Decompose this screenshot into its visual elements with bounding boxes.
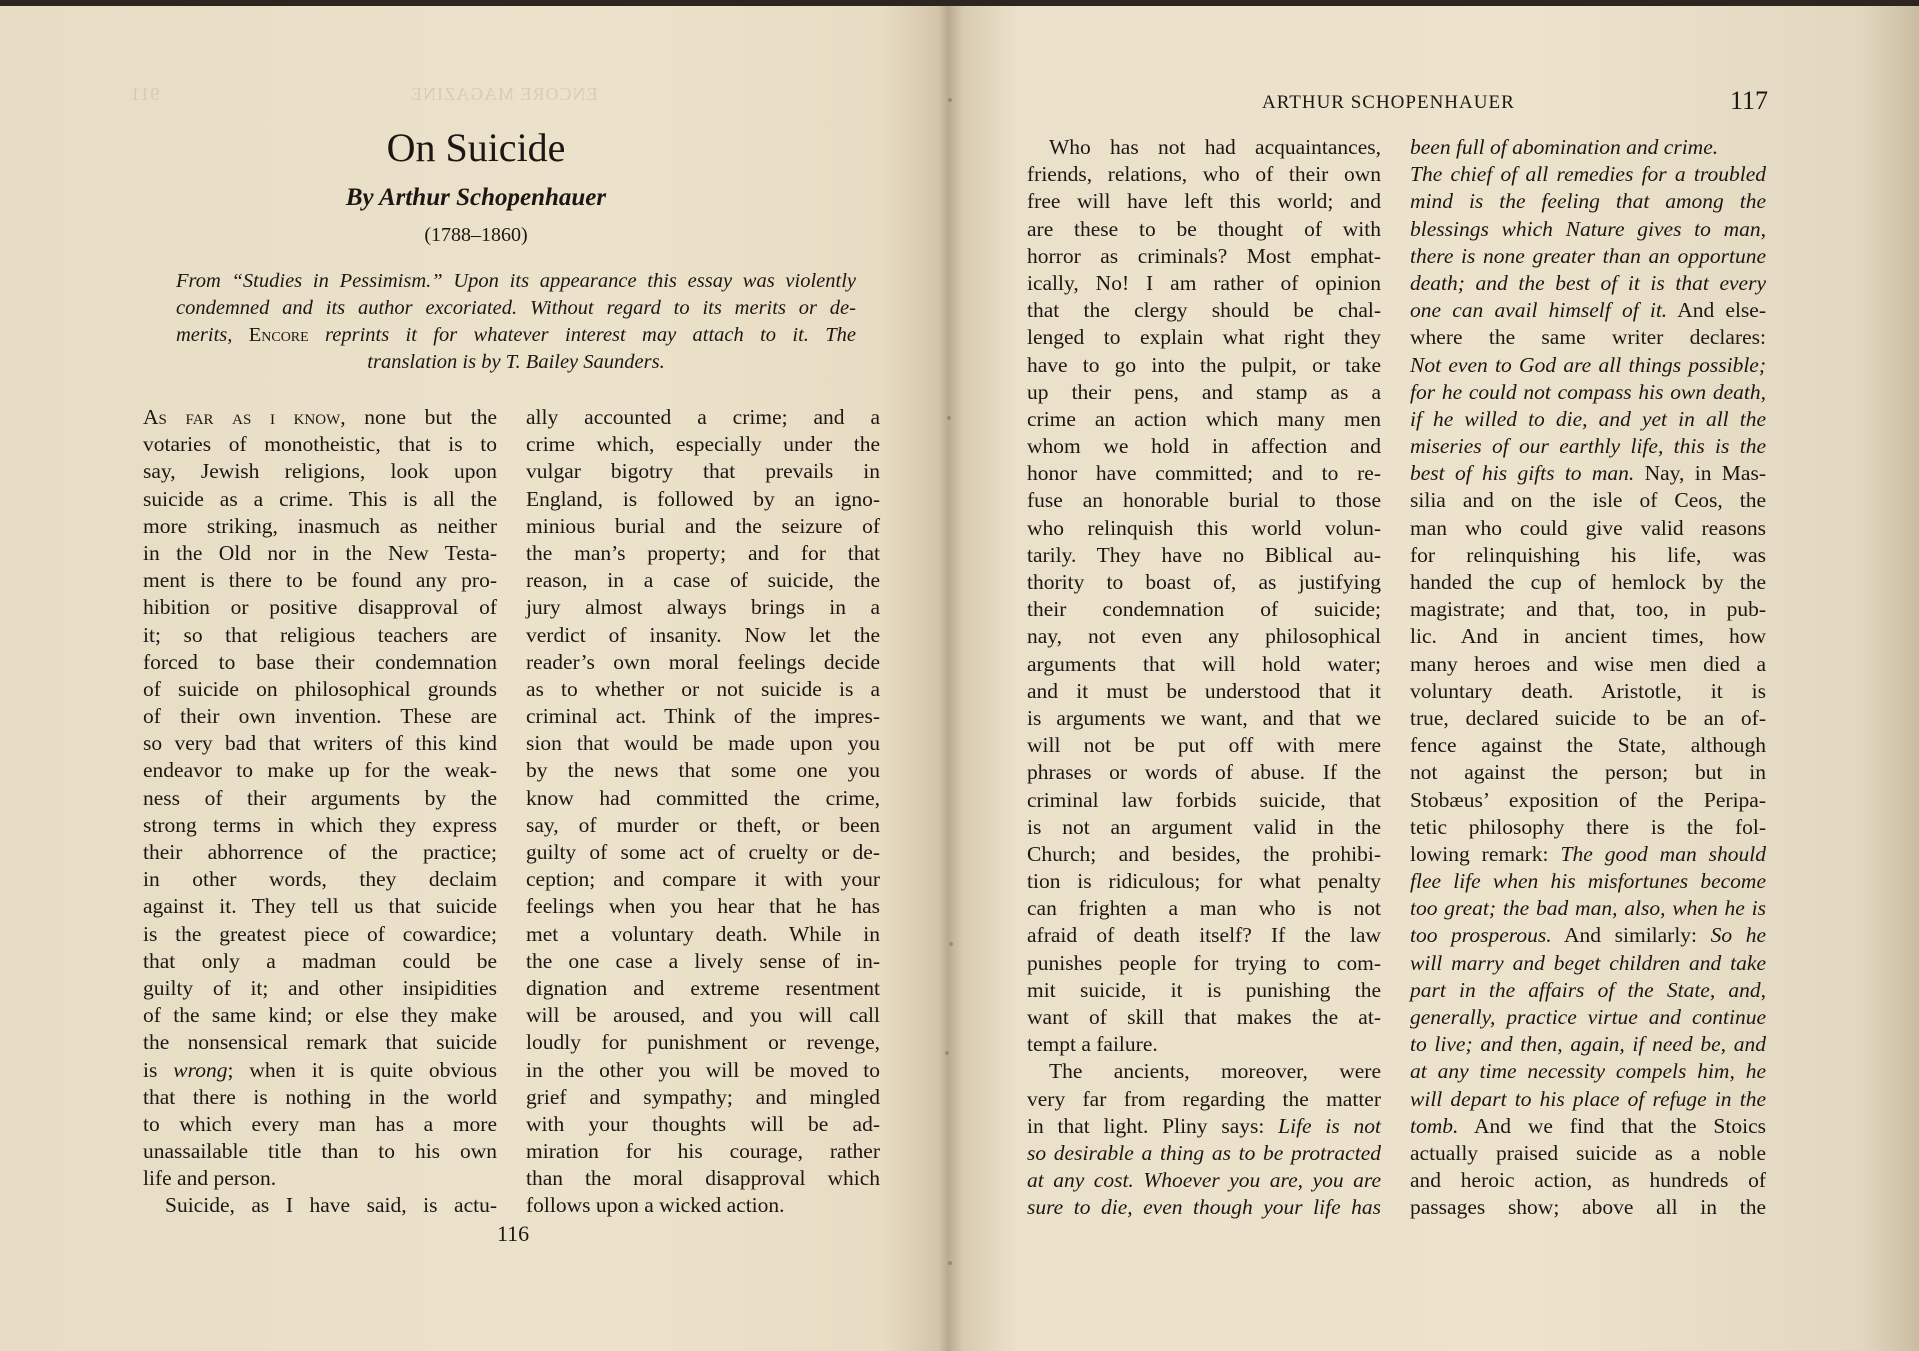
text-line: sion that would be made upon you xyxy=(526,731,880,756)
text-line: man who could give valid reasons xyxy=(1410,515,1766,540)
page-number: 117 xyxy=(1730,86,1769,115)
italic-quote: Life is not xyxy=(1278,1113,1381,1138)
text-line: say, of murder or theft, or been xyxy=(526,812,880,837)
byline: By Arthur Schopenhauer xyxy=(345,184,607,211)
text-line: criminal law forbids suicide, that xyxy=(1027,787,1381,812)
text-line xyxy=(1027,1113,1381,1140)
text-column-2 xyxy=(526,404,880,1220)
text-line: are these to be thought of with xyxy=(1027,216,1381,241)
italic-quote-line: flee life when his misfortunes become xyxy=(1410,869,1766,894)
text-line: with your thoughts will be ad- xyxy=(526,1111,880,1136)
text-line: silia and on the isle of Ceos, the xyxy=(1410,488,1766,513)
text-fragment: none but the xyxy=(345,405,497,429)
text-line: is the greatest piece of cowardice; xyxy=(143,921,497,946)
editorial-intro xyxy=(176,268,856,376)
text-line: whom we hold in affection and xyxy=(1027,434,1381,459)
text-line: actually praised suicide as a noble xyxy=(1410,1140,1766,1165)
text-column-1 xyxy=(143,404,497,1220)
italic-quote-line: been full of abomination and crime. xyxy=(1410,135,1719,159)
page-title: On Suicide xyxy=(386,125,566,170)
text-line: handed the cup of hemlock by the xyxy=(1410,570,1766,594)
text-line: of suicide on philosophical grounds xyxy=(143,676,497,701)
text-line: more striking, inasmuch as neither xyxy=(143,513,497,538)
author-dates: (1788–1860) xyxy=(424,224,528,246)
text-line: guilty of it; and other insipidities xyxy=(143,975,497,1000)
text-line: feelings when you hear that he has xyxy=(526,894,880,919)
text-line: where the same writer declares: xyxy=(1410,325,1766,350)
text-line: is not an argument valid in the xyxy=(1027,814,1381,839)
text-line: ness of their arguments by the xyxy=(143,785,497,810)
italic-quote-line: if he willed to die, and yet in all the xyxy=(1410,406,1766,431)
text-line: reader’s own moral feelings decide xyxy=(526,649,880,674)
italic-quote-line: death; and the best of it is that every xyxy=(1410,270,1766,295)
text-line: it; so that religious teachers are xyxy=(143,622,497,647)
text-line xyxy=(143,404,497,431)
text-line xyxy=(1410,460,1766,487)
text-line: honor have committed; and to re- xyxy=(1027,461,1381,486)
text-fragment: in that light. Pliny says: xyxy=(1027,1113,1279,1138)
text-line: by the news that some one you xyxy=(526,758,880,783)
text-line: Suicide, as I have said, is actu- xyxy=(165,1193,497,1218)
text-line: met a voluntary death. While in xyxy=(526,921,880,946)
text-line: have to go into the pulpit, or take xyxy=(1027,352,1381,377)
text-fragment: And else- xyxy=(1667,298,1766,323)
text-line: ically, No! I am rather of opinion xyxy=(1027,270,1381,295)
italic-quote-line: generally, practice virtue and continue xyxy=(1410,1005,1766,1029)
binding-mark xyxy=(948,1261,952,1265)
text-line: Who has not had acquaintances, xyxy=(1049,135,1381,159)
binding-mark xyxy=(948,98,952,102)
running-head: ARTHUR SCHOPENHAUER xyxy=(1262,92,1515,113)
text-line: against it. They tell us that suicide xyxy=(143,894,497,919)
text-line: votaries of monotheistic, that is to xyxy=(143,432,497,457)
text-line: tempt a failure. xyxy=(1027,1032,1158,1057)
text-line: that the clergy should be chal- xyxy=(1027,298,1381,323)
text-line: ment is there to be found any pro- xyxy=(143,568,497,593)
text-line: horror as criminals? Most emphat- xyxy=(1027,243,1381,268)
text-line: and heroic action, as hundreds of xyxy=(1410,1168,1766,1193)
text-line: free will have left this world; and xyxy=(1027,189,1381,214)
text-line: crime an action which many men xyxy=(1027,406,1381,431)
text-column-3 xyxy=(1027,134,1381,1222)
magazine-name: Encore xyxy=(248,324,309,346)
text-line: in the other you will be moved to xyxy=(526,1057,880,1082)
italic-quote-line: Not even to God are all things possible; xyxy=(1410,352,1766,377)
intro-line xyxy=(176,322,856,349)
italic-quote-line: will depart to his place of refuge in the xyxy=(1410,1086,1766,1111)
italic-quote-line: blessings which Nature gives to man, xyxy=(1410,216,1766,241)
italic-quote-line: too great; the bad man, also, when he is xyxy=(1410,896,1766,921)
text-line: life and person. xyxy=(143,1166,277,1191)
text-line: passages show; above all in the xyxy=(1410,1195,1766,1220)
text-line: their condemnation of suicide; xyxy=(1027,597,1381,622)
text-line: to which every man has a more xyxy=(143,1111,497,1136)
text-line: of the same kind; or else they make xyxy=(143,1003,497,1028)
text-line: Church; and besides, the prohibi- xyxy=(1027,841,1381,866)
text-line: in the Old nor in the New Testa- xyxy=(143,540,497,565)
text-line: know had committed the crime, xyxy=(526,785,880,810)
italic-quote: one can avail himself of it. xyxy=(1410,298,1668,323)
show-through-text: ENCORE MAGAZINE xyxy=(410,84,598,104)
text-line: forced to base their condemnation xyxy=(143,649,497,674)
italic-quote-line: there is none greater than an opportune xyxy=(1410,243,1766,268)
right-page xyxy=(952,6,1919,1351)
text-line: ception; and compare it with your xyxy=(526,867,880,892)
text-line: lic. And in ancient times, how xyxy=(1410,624,1766,649)
text-fragment: ; when it is quite obvious xyxy=(227,1057,497,1082)
book-spread xyxy=(0,6,1919,1351)
text-line: nay, not even any philosophical xyxy=(1027,624,1381,649)
text-fragment: Nay, in Mas- xyxy=(1634,461,1766,486)
text-line: minious burial and the seizure of xyxy=(526,513,880,538)
intro-line: translation is by T. Bailey Saunders. xyxy=(367,351,665,373)
text-line: ally accounted a crime; and a xyxy=(526,405,880,429)
text-line: who relinquish this world volun- xyxy=(1027,515,1381,540)
text-line: their abhorrence of the practice; xyxy=(143,840,497,864)
intro-line: condemned and its author excoriated. Without regard to its merits or de- xyxy=(176,297,856,319)
text-line: Stobæus’ exposition of the Peripa- xyxy=(1410,787,1766,812)
text-fragment: And we find that the Stoics xyxy=(1458,1113,1766,1138)
text-line: dignation and extreme resentment xyxy=(526,975,880,1000)
text-line: suicide as a crime. This is all the xyxy=(143,486,497,511)
text-line: reason, in a case of suicide, the xyxy=(526,568,880,593)
text-line: true, declared suicide to be an of- xyxy=(1410,705,1766,730)
text-line xyxy=(1410,841,1766,868)
italic-quote-line: for he could not compass his own death, xyxy=(1410,379,1766,404)
text-line: endeavor to make up for the weak- xyxy=(143,758,497,783)
text-line: mit suicide, it is punishing the xyxy=(1027,977,1381,1002)
italic-quote-line: part in the affairs of the State, and, xyxy=(1410,977,1766,1002)
text-line: thority to boast of, as justifying xyxy=(1027,570,1381,594)
italic-word: wrong xyxy=(173,1057,228,1082)
text-line: will not be put off with mere xyxy=(1027,733,1381,758)
text-line: guilty of some act of cruelty or de- xyxy=(526,840,880,864)
text-line: England, is followed by an igno- xyxy=(526,486,880,511)
text-fragment: And similarly: xyxy=(1551,923,1711,948)
italic-quote: So he xyxy=(1710,923,1767,948)
text-line: that there is nothing in the world xyxy=(143,1084,497,1109)
text-line: the nonsensical remark that suicide xyxy=(143,1030,497,1055)
page-number: 116 xyxy=(497,1221,530,1246)
text-line: that only a madman could be xyxy=(143,948,497,973)
binding-mark xyxy=(949,942,953,946)
italic-quote: best of his gifts to man. xyxy=(1410,461,1635,486)
text-line: tetic philosophy there is the fol- xyxy=(1410,814,1766,839)
binding-mark xyxy=(945,1051,949,1055)
text-line: arguments that will hold water; xyxy=(1027,651,1381,676)
text-line: follows upon a wicked action. xyxy=(526,1193,785,1218)
show-through-text: 911 xyxy=(130,84,160,104)
text-line: verdict of insanity. Now let the xyxy=(526,622,880,647)
intro-fragment: reprints it for whatever interest may attach to it. The xyxy=(308,324,856,346)
text-line: the one case a lively sense of in- xyxy=(526,948,880,973)
text-line: phrases or words of abuse. If the xyxy=(1027,760,1381,785)
text-fragment: lowing remark: xyxy=(1410,841,1561,866)
text-line: unassailable title than to his own xyxy=(143,1139,497,1164)
opening-small-caps: As far as i know, xyxy=(143,405,346,429)
text-line: than the moral disapproval which xyxy=(526,1166,880,1191)
text-line xyxy=(1410,1113,1766,1140)
text-line: punishes people for trying to com- xyxy=(1027,950,1381,975)
text-line: tion is ridiculous; for what penalty xyxy=(1027,869,1381,894)
text-line: and it must be understood that it xyxy=(1027,678,1381,703)
italic-quote-line: to live; and then, again, if need be, and xyxy=(1410,1032,1766,1057)
text-line: friends, relations, who of their own xyxy=(1027,162,1381,187)
left-page xyxy=(0,6,952,1351)
italic-quote-line: sure to die, even though your life has xyxy=(1027,1195,1381,1220)
text-fragment: is xyxy=(143,1057,174,1082)
text-line: afraid of death itself? If the law xyxy=(1027,923,1381,948)
text-line xyxy=(143,1057,497,1084)
text-line xyxy=(1410,922,1766,949)
text-line: miration for his courage, rather xyxy=(526,1139,880,1164)
text-line: lenged to explain what right they xyxy=(1027,325,1381,350)
italic-quote: tomb. xyxy=(1410,1113,1459,1138)
text-line: criminal act. Think of the impres- xyxy=(526,704,880,729)
italic-quote-line: so desirable a thing as to be protracted xyxy=(1027,1140,1381,1165)
text-column-4 xyxy=(1410,134,1766,1222)
text-line: so very bad that writers of this kind xyxy=(143,731,497,756)
text-line: as to whether or not suicide is a xyxy=(526,676,880,701)
text-line: crime which, especially under the xyxy=(526,432,880,457)
text-line: loudly for punishment or revenge, xyxy=(526,1030,880,1055)
text-line: strong terms in which they express xyxy=(143,812,497,837)
text-line: The ancients, moreover, were xyxy=(1049,1059,1381,1084)
italic-quote-line: miseries of our earthly life, this is the xyxy=(1410,434,1766,459)
text-line: can frighten a man who is not xyxy=(1027,896,1381,921)
text-line: voluntary death. Aristotle, it is xyxy=(1410,678,1766,703)
italic-quote: The good man should xyxy=(1560,841,1766,866)
text-line: grief and sympathy; and mingled xyxy=(526,1084,880,1109)
italic-quote-line: mind is the feeling that among the xyxy=(1410,189,1766,214)
text-line: many heroes and wise men died a xyxy=(1410,651,1766,676)
text-line: want of skill that makes the at- xyxy=(1027,1005,1381,1029)
text-line xyxy=(1410,297,1766,324)
italic-quote-line: at any time necessity compels him, he xyxy=(1410,1059,1766,1084)
italic-quote-line: at any cost. Whoever you are, you are xyxy=(1027,1168,1381,1193)
text-line: magistrate; and that, too, in pub- xyxy=(1410,597,1766,622)
italic-quote-line: The chief of all remedies for a troubled xyxy=(1410,162,1766,187)
text-line: say, Jewish religions, look upon xyxy=(143,459,497,484)
text-line: is arguments we want, and that we xyxy=(1027,705,1381,730)
text-line: will be aroused, and you will call xyxy=(526,1003,880,1028)
text-line: the man’s property; and for that xyxy=(526,540,880,565)
intro-line: From “Studies in Pessimism.” Upon its appearance this essay was violently xyxy=(176,270,856,292)
text-line: hibition or positive disapproval of xyxy=(143,595,497,620)
text-line: not against the person; but in xyxy=(1410,760,1766,785)
text-line: jury almost always brings in a xyxy=(526,595,880,620)
italic-quote-line: will marry and beget children and take xyxy=(1410,950,1766,975)
text-line: vulgar bigotry that prevails in xyxy=(526,459,880,484)
text-line: in other words, they declaim xyxy=(143,867,497,892)
text-line: fence against the State, although xyxy=(1410,733,1766,758)
text-line: tarily. They have no Biblical au- xyxy=(1027,542,1381,567)
text-line: of their own invention. These are xyxy=(143,704,497,729)
text-line: very far from regarding the matter xyxy=(1027,1086,1381,1111)
intro-fragment: merits, xyxy=(176,324,249,346)
binding-mark xyxy=(947,416,951,420)
text-line: for relinquishing his life, was xyxy=(1410,542,1766,567)
italic-quote: too prosperous. xyxy=(1410,923,1552,948)
text-line: fuse an honorable burial to those xyxy=(1027,488,1381,513)
text-line: up their pens, and stamp as a xyxy=(1027,379,1381,404)
